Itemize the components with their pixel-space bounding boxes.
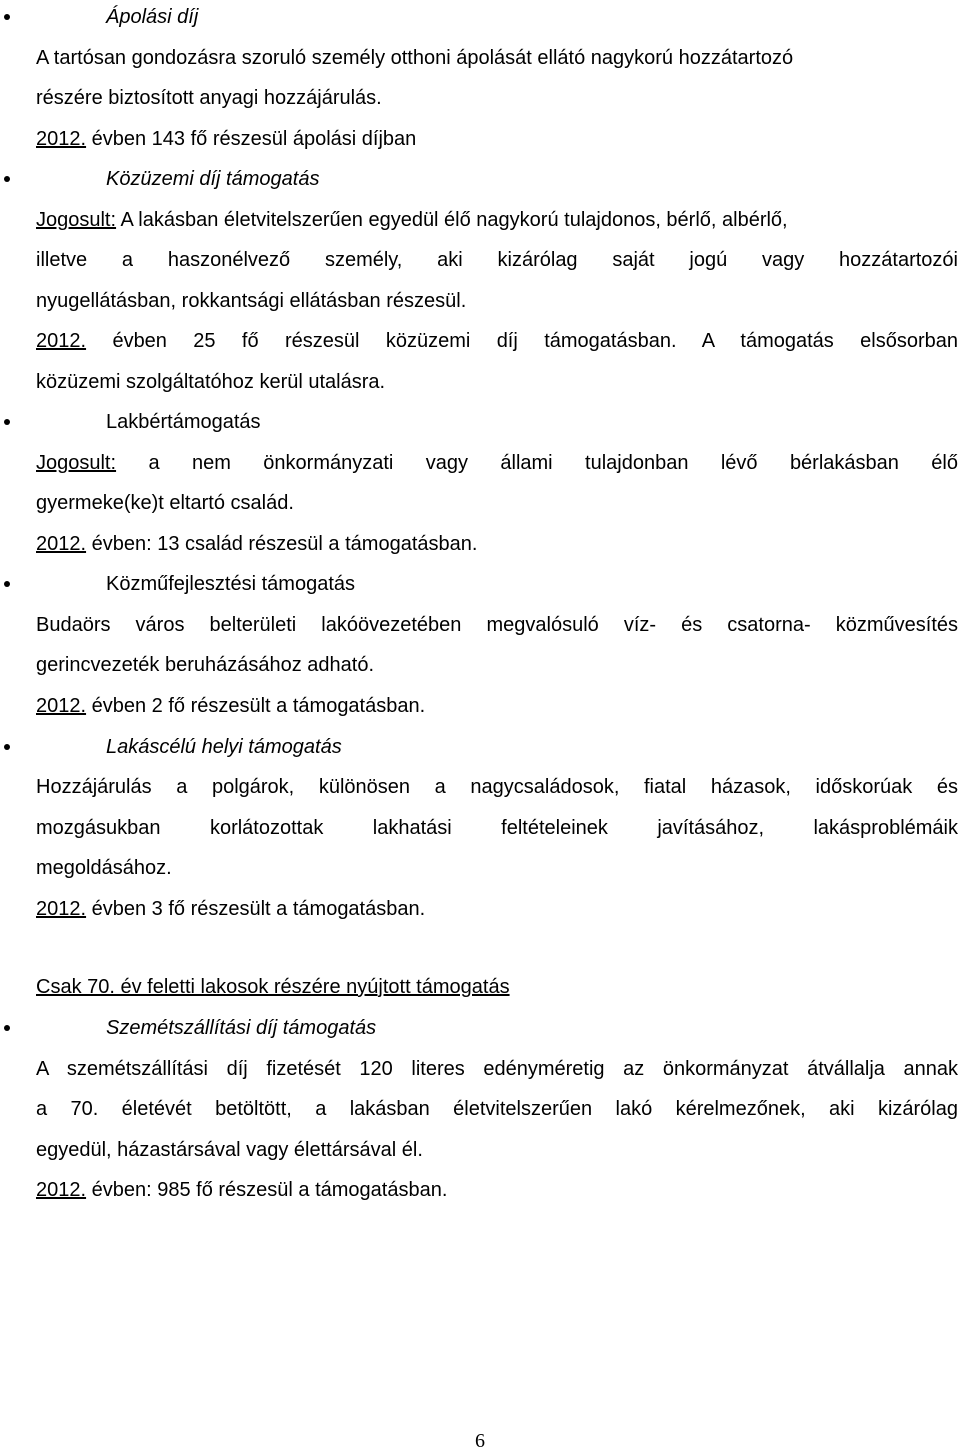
lakáscélú-description: Hozzájárulás a polgárok, különösen a nagycsaládosok, fiatal házasok, időskorúak és [36,776,958,798]
year-label: 2012. [36,898,87,920]
year-label: 2012. [36,533,87,555]
lakáscélú-description-end: megoldásához. [36,857,172,879]
szemétszállítási-description: A szemétszállítási díj fizetését 120 literes edényméretig az önkormányzat átvállalja annak [36,1058,958,1080]
közüzemi-díj-statistic-cont: közüzemi szolgáltatóhoz kerül utalásra. [36,371,386,393]
jogosult-label: Jogosult: [36,452,117,474]
ápolási-díj-title: Ápolási díj [106,6,199,28]
közműfejlesztési-description-cont: gerincvezeték beruházásához adható. [36,654,375,676]
section-heading: Csak 70. év feletti lakosok részére nyújtott támogatás [36,976,510,998]
ápolási-díj-statistic [36,127,416,151]
szemétszállítási-description-cont: a 70. életévét betöltött, a lakásban életvitelszerűen lakó kérelmezőnek, aki kizárólag [36,1098,958,1120]
eligibility-text: A lakásban életvitelszerűen egyedül élő nagykorú tulajdonos, bérlő, albérlő, [116,209,788,231]
statistic-text: évben: 985 fő részesül a támogatásban. [86,1179,448,1201]
bullet-icon [4,581,10,587]
bullet-icon [4,419,10,425]
statistic-text: évben 25 fő részesül közüzemi díj támogatásban. A támogatás elsősorban [86,330,958,352]
bullet-icon [4,176,10,182]
page-number: 6 [475,1430,485,1452]
ápolási-díj-description: A tartósan gondozásra szoruló személy otthoni ápolását ellátó nagykorú hozzátartozó [36,47,794,69]
statistic-text: évben 3 fő részesült a támogatásban. [86,898,426,920]
bullet-icon [4,1025,10,1031]
year-label: 2012. [36,695,87,717]
közműfejlesztési-description: Budaörs város belterületi lakóövezetében megvalósuló víz- és csatorna- közművesítés [36,614,958,636]
közműfejlesztési-statistic [36,694,425,718]
közüzemi-díj-eligibility-end: nyugellátásban, rokkantsági ellátásban részesül. [36,290,467,312]
lakáscélú-statistic [36,897,425,921]
lakbértámogatás-eligibility [36,451,958,475]
year-label: 2012. [36,1179,87,1201]
lakbértámogatás-title: Lakbértámogatás [106,411,261,433]
statistic-text: évben: 13 család részesül a támogatásban. [86,533,478,555]
szemétszállítási-statistic [36,1178,447,1202]
közüzemi-díj-eligibility [36,208,788,232]
ápolási-díj-description-cont: részére biztosított anyagi hozzájárulás. [36,87,382,109]
year-label: 2012. [36,128,87,150]
lakbértámogatás-statistic [36,532,477,556]
szemétszállítási-description-end: egyedül, házastársával vagy élettársával él. [36,1139,423,1161]
közüzemi-díj-title: Közüzemi díj támogatás [106,168,320,190]
jogosult-label: Jogosult: [36,209,117,231]
eligibility-text: a nem önkormányzati vagy állami tulajdonban lévő bérlakásban élő [116,452,958,474]
lakáscélú-támogatás-title: Lakáscélú helyi támogatás [106,736,342,758]
közüzemi-díj-statistic [36,329,958,353]
bullet-icon [4,744,10,750]
statistic-text: évben 2 fő részesült a támogatásban. [86,695,426,717]
year-label: 2012. [36,330,87,352]
bullet-icon [4,14,10,20]
közüzemi-díj-eligibility-cont: illetve a haszonélvező személy, aki kizárólag saját jogú vagy hozzátartozói [36,249,958,271]
szemétszállítási-title: Szemétszállítási díj támogatás [106,1017,377,1039]
közműfejlesztési-title: Közműfejlesztési támogatás [106,573,356,595]
lakbértámogatás-eligibility-cont: gyermeke(ke)t eltartó család. [36,492,294,514]
statistic-text: évben 143 fő részesül ápolási díjban [86,128,417,150]
lakáscélú-description-cont: mozgásukban korlátozottak lakhatási feltételeinek javításához, lakásproblémáik [36,817,958,839]
